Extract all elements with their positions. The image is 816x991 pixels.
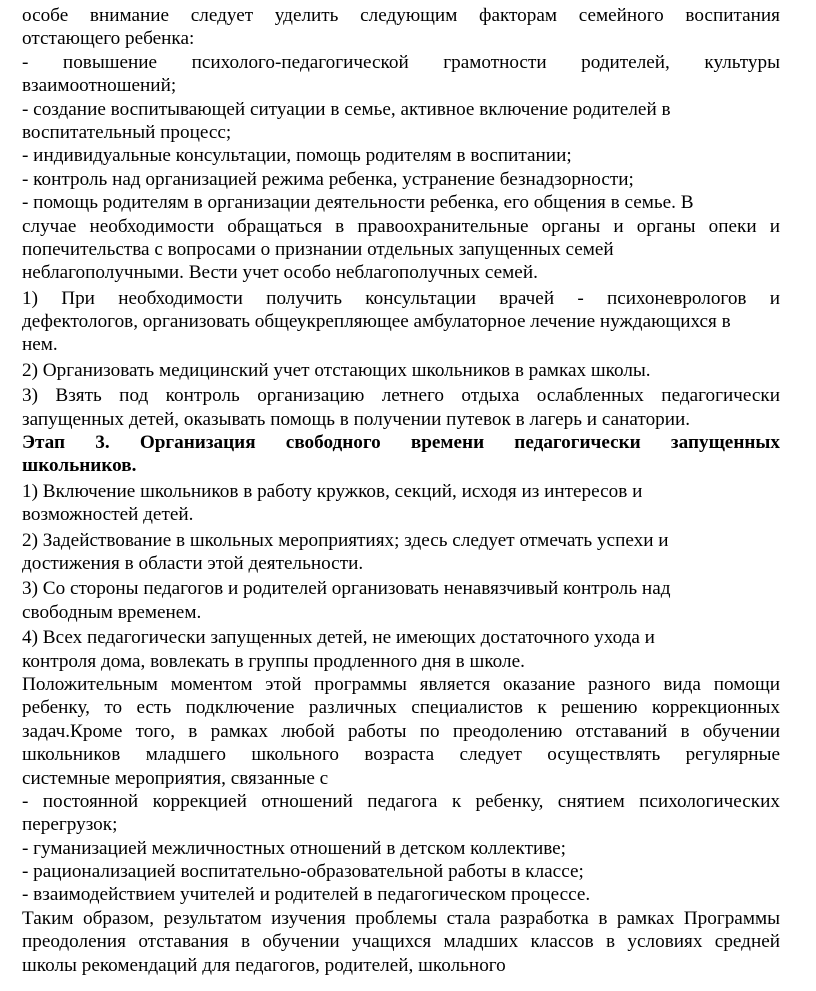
text-line: случае необходимости обращаться в правоохранительные органы и органы опеки и [22,215,780,237]
text-line: неблагополучными. Вести учет особо неблагополучных семей. [22,262,538,284]
list-item-line: - рационализацией воспитательно-образовательной работы в классе; [22,861,584,883]
text-line: Таким образом, результатом изучения проблемы стала разработка в рамках Программы [22,907,780,929]
list-item-line: взаимоотношений; [22,75,177,97]
numbered-item-line: 3) Взять под контроль организацию летнего отдыха ослабленных педагогически [22,385,780,407]
list-item-line: - индивидуальные консультации, помощь родителям в воспитании; [22,145,572,167]
text-line: попечительства с вопросами о признании отдельных запущенных семей [22,238,614,260]
numbered-item-line: контроля дома, вовлекать в группы продленного дня в школе. [22,650,525,672]
numbered-item-line: 1) Включение школьников в работу кружков, секций, исходя из интересов и [22,480,643,502]
list-item-line: - постоянной коррекцией отношений педагога к ребенку, снятием психологических [22,790,780,812]
numbered-item-line: возможностей детей. [22,504,194,526]
list-item-line: - гуманизацией межличностных отношений в детском коллективе; [22,837,567,859]
text-line: Положительным моментом этой программы является оказание разного вида помощи [22,673,780,695]
text-line: ребенку, то есть подключение различных специалистов к решению коррекционных [22,697,780,719]
list-item-line: - создание воспитывающей ситуации в семье, активное включение родителей в [22,98,671,120]
text-line: задач.Кроме того, в рамках любой работы по преодолению отставаний в обучении [22,720,780,742]
list-item-line: перегрузок; [22,814,118,836]
stage-heading: школьников. [22,455,137,477]
numbered-item-line: 4) Всех педагогически запущенных детей, не имеющих достаточного ухода и [22,627,655,649]
numbered-item-line: свободным временем. [22,601,202,623]
numbered-item-line: 2) Задействование в школьных мероприятиях; здесь следует отмечать успехи и [22,529,669,551]
numbered-item-line: 2) Организовать медицинский учет отстающих школьников в рамках школы. [22,359,651,381]
numbered-item-line: 1) При необходимости получить консультации врачей - психоневрологов и [22,287,780,309]
numbered-item-line: запущенных детей, оказывать помощь в получении путевок в лагерь и санатории. [22,408,691,430]
list-item-line: воспитательный процесс; [22,121,232,143]
text-line: преодоления отставания в обучении учащихся младших классов в условиях средней [22,931,780,953]
stage-heading: Этап 3. Организация свободного времени педагогически запущенных [22,432,780,454]
numbered-item-line: 3) Со стороны педагогов и родителей организовать ненавязчивый контроль над [22,578,671,600]
list-item-line: - взаимодействием учителей и родителей в педагогическом процессе. [22,884,591,906]
text-line: системные мероприятия, связанные с [22,767,329,789]
text-line: особе внимание следует уделить следующим факторам семейного воспитания [22,5,780,26]
list-item-line: - повышение психолого-педагогической грамотности родителей, культуры [22,51,780,73]
text-line: отстающего ребенка: [22,28,195,50]
numbered-item-line: дефектологов, организовать общеукрепляющее амбулаторное лечение нуждающихся в [22,311,731,333]
list-item-line: - контроль над организацией режима ребенка, устранение безнадзорности; [22,168,634,190]
numbered-item-line: достижения в области этой деятельности. [22,552,364,574]
text-line: школьников младшего школьного возраста следует осуществлять регулярные [22,744,780,766]
text-line: школы рекомендаций для педагогов, родителей, школьного [22,954,506,976]
numbered-item-line: нем. [22,334,58,356]
list-item-line: - помощь родителям в организации деятельности ребенка, его общения в семье. В [22,192,694,214]
document-page [22,4,780,977]
